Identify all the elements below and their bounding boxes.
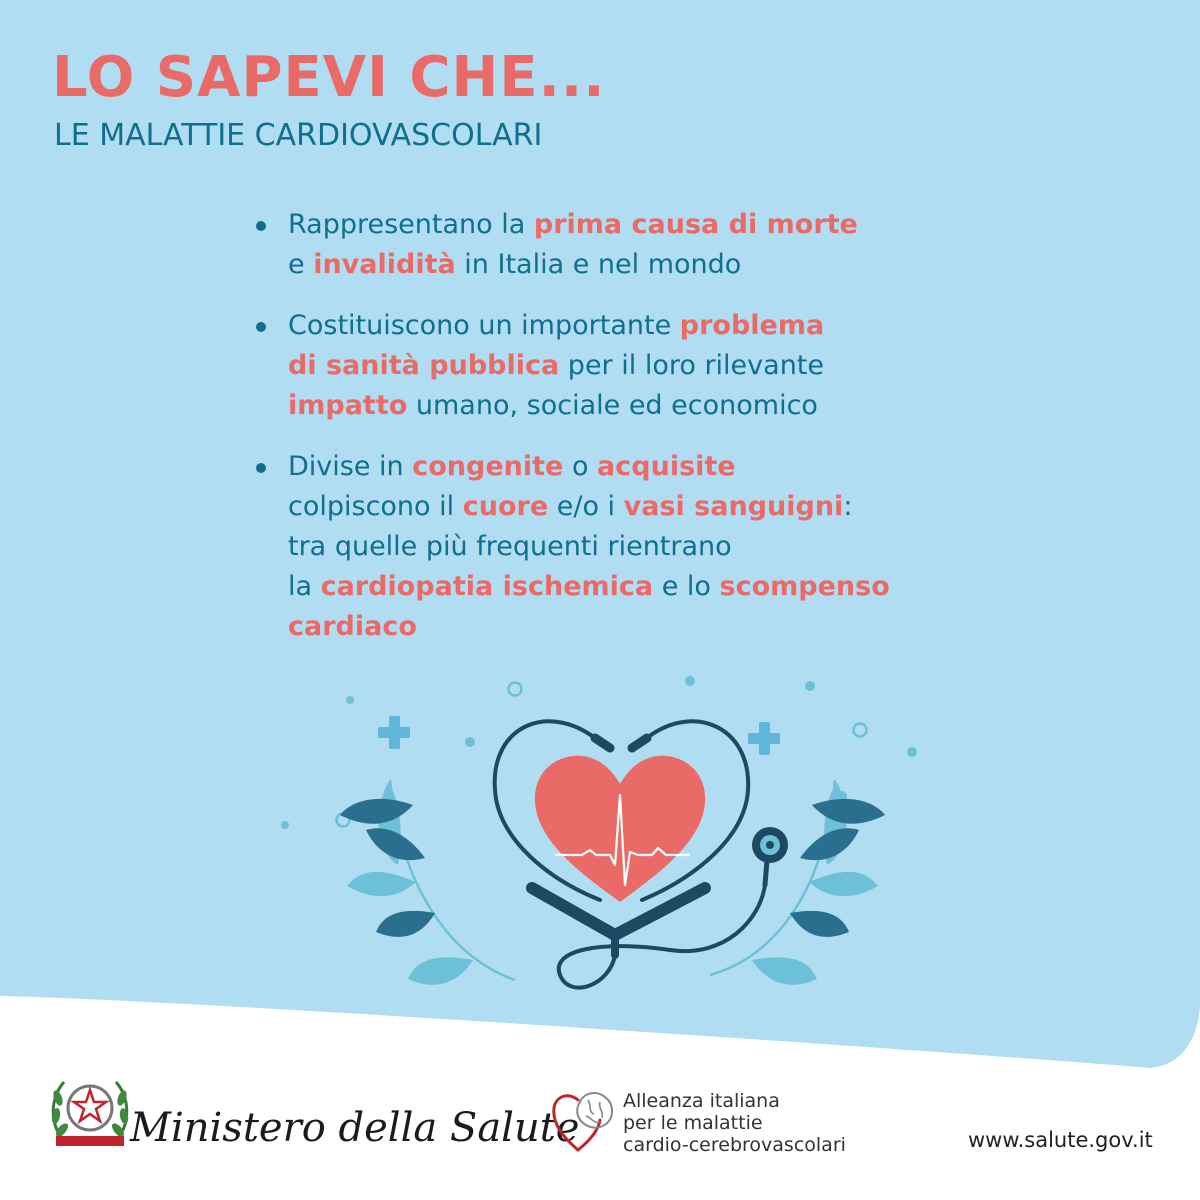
- fact-text: colpiscono il: [288, 491, 463, 522]
- plus-icon: [748, 722, 780, 755]
- fact-text: e: [288, 249, 314, 280]
- fact-highlight: scompenso: [719, 571, 890, 602]
- fact-item: [250, 205, 970, 285]
- fact-list: [250, 205, 970, 668]
- alliance-line: per le malattie: [623, 1112, 763, 1134]
- alliance-name: [623, 1090, 846, 1156]
- fact-highlight: vasi sanguigni: [623, 491, 844, 522]
- heart-brain-icon: [548, 1084, 618, 1156]
- alliance-line: Alleanza italiana: [623, 1090, 780, 1112]
- leaf-branch-left: [340, 780, 515, 985]
- leaf-branch-right: [710, 780, 885, 985]
- fact-text: Rappresentano la: [288, 209, 534, 240]
- fact-text: la: [288, 571, 321, 602]
- fact-text: o: [563, 451, 598, 482]
- fact-highlight: problema: [679, 310, 825, 341]
- fact-highlight: invalidità: [313, 249, 456, 280]
- fact-text: per il loro rilevante: [559, 350, 824, 381]
- fact-highlight: di sanità pubblica: [288, 350, 560, 381]
- fact-text: tra quelle più frequenti rientrano: [288, 531, 732, 562]
- fact-text: in Italia e nel mondo: [455, 249, 742, 280]
- website-link[interactable]: www.salute.gov.it: [968, 1128, 1153, 1152]
- fact-text: Costituiscono un importante: [288, 310, 680, 341]
- fact-highlight: impatto: [288, 390, 408, 421]
- fact-highlight: cuore: [462, 491, 549, 522]
- italian-republic-emblem-icon: [48, 1068, 132, 1152]
- chestpiece-icon: [752, 827, 788, 863]
- fact-highlight: cardiaco: [288, 611, 417, 642]
- fact-text: :: [843, 491, 853, 522]
- ministry-name: Ministero della Salute: [130, 1105, 580, 1151]
- fact-text: Divise in: [288, 451, 413, 482]
- fact-highlight: acquisite: [597, 451, 736, 482]
- heart-stethoscope-icon: [270, 670, 930, 1010]
- fact-text: e lo: [653, 571, 720, 602]
- fact-highlight: congenite: [412, 451, 564, 482]
- fact-text: e/o i: [548, 491, 624, 522]
- page-subtitle: LE MALATTIE CARDIOVASCOLARI: [54, 118, 543, 153]
- fact-item: [250, 447, 970, 647]
- plus-icon: [378, 716, 410, 749]
- fact-highlight: cardiopatia ischemica: [320, 571, 654, 602]
- alliance-line: cardio-cerebrovascolari: [623, 1134, 846, 1156]
- fact-item: [250, 306, 970, 426]
- page-title: LO SAPEVI CHE...: [52, 45, 606, 110]
- fact-highlight: prima causa di morte: [533, 209, 858, 240]
- fact-text: umano, sociale ed economico: [407, 390, 818, 421]
